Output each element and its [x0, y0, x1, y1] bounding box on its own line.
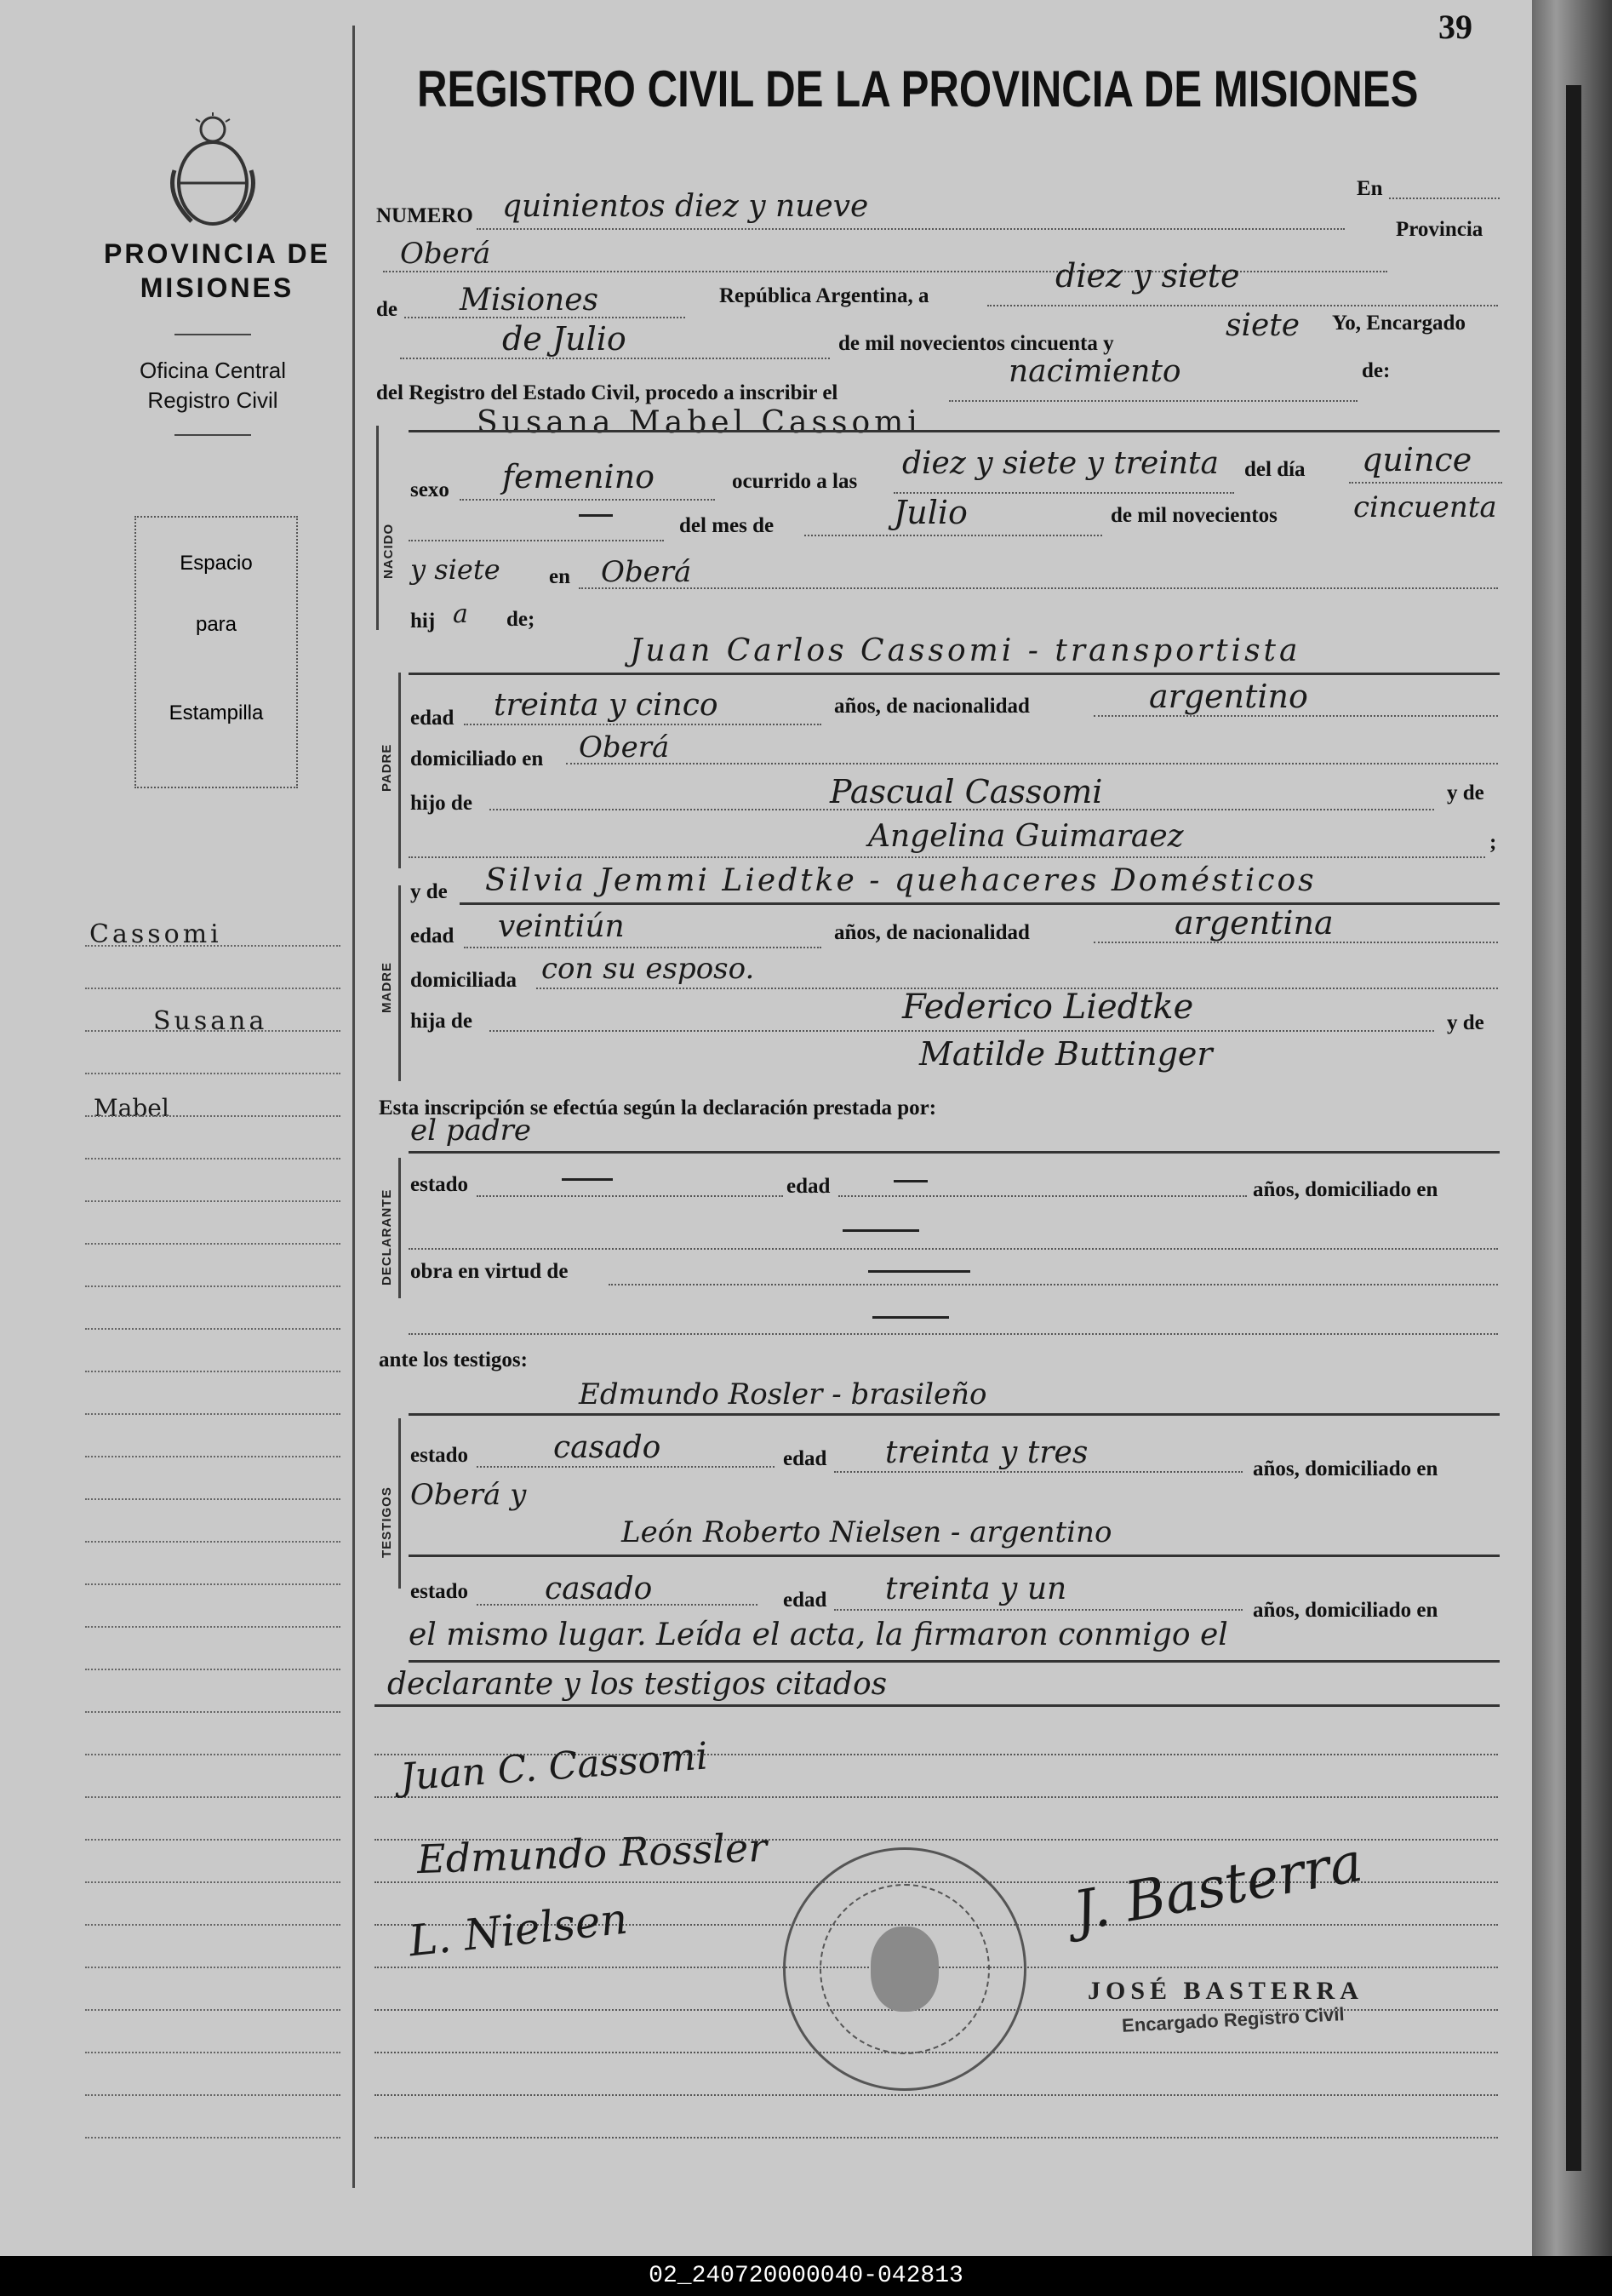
index-first-name: Susana: [153, 1006, 268, 1036]
value-abuelo-m: Federico Liedtke: [902, 988, 1194, 1027]
label-edad-dec: edad: [786, 1175, 831, 1198]
section-bracket: [398, 1158, 401, 1298]
index-rule: [85, 1924, 340, 1926]
separator: [174, 434, 251, 436]
value-t1-estado: casado: [553, 1430, 661, 1465]
signature-rule: [374, 1796, 1498, 1798]
closing-rule: [409, 1660, 1500, 1663]
value-t2-estado: casado: [545, 1572, 653, 1606]
official-name: JOSÉ BASTERRA: [1088, 1977, 1363, 2005]
label-testigos: ante los testigos:: [379, 1348, 528, 1371]
separator: [174, 334, 251, 335]
value-cierre-2: declarante y los testigos citados: [387, 1667, 888, 1702]
value-declarante: el padre: [410, 1114, 531, 1148]
index-rule: [85, 1711, 340, 1713]
stamp-box-line-1: Espacio: [180, 552, 253, 575]
label-t1-anos-dom: años, domiciliado en: [1253, 1457, 1438, 1480]
index-rule: [85, 1541, 340, 1543]
label-hijo-de: hijo de: [410, 792, 472, 815]
label-de-semi: de;: [506, 608, 535, 631]
index-rule: [85, 1583, 340, 1585]
label-de-colon: de:: [1362, 359, 1391, 382]
label-y-de-m: y de: [1447, 1011, 1484, 1034]
value-fecha-mes: de Julio: [502, 320, 626, 358]
label-y-de: y de: [1447, 782, 1484, 804]
line: [477, 1466, 775, 1468]
value-padre-dom: Oberá: [579, 730, 670, 764]
line: [1094, 715, 1498, 717]
index-rule: [85, 1669, 340, 1670]
line: [949, 400, 1358, 402]
line: [566, 763, 1498, 764]
line: [409, 856, 1485, 858]
label-provincia: Provincia: [1396, 218, 1483, 241]
index-rule: [85, 1796, 340, 1798]
index-rule: [85, 1115, 340, 1117]
line: [409, 540, 664, 541]
line: [409, 1333, 1498, 1335]
value-abuela-m: Matilde Buttinger: [919, 1035, 1213, 1073]
value-abuela-p: Angelina Guimaraez: [868, 819, 1184, 854]
office-line-2: Registro Civil: [147, 387, 278, 413]
value-acto: nacimiento: [1009, 354, 1181, 389]
signature-official: J. Basterra: [1069, 1830, 1368, 1944]
value-madre-edad: veintiún: [498, 909, 625, 944]
index-rule: [85, 2052, 340, 2053]
dash-mark: [843, 1229, 919, 1232]
value-provincia: Misiones: [460, 283, 599, 318]
coat-of-arms-icon: [166, 111, 260, 230]
footer-id: 02_240720000040-042813: [0, 2256, 1612, 2296]
label-t2-estado: estado: [410, 1580, 469, 1603]
line: [834, 1471, 1243, 1473]
testigo-rule: [409, 1555, 1500, 1557]
index-rule: [85, 1371, 340, 1372]
line: [489, 809, 1434, 810]
line: [460, 499, 715, 501]
value-fecha-dia: diez y siete: [1055, 257, 1240, 295]
book-spine: [1532, 0, 1612, 2256]
value-cierre-1: el mismo lugar. Leída el acta, la firmaron conmigo el: [409, 1618, 1228, 1652]
value-hij-letter: a: [453, 599, 468, 629]
index-rule: [85, 1200, 340, 1202]
signature-witness-2: L. Nielsen: [406, 1893, 631, 1967]
index-middle-name: Mabel: [94, 1094, 169, 1122]
value-dia: quince: [1362, 441, 1472, 478]
dash-mark: [562, 1178, 613, 1181]
value-padre-edad: treinta y cinco: [494, 688, 718, 723]
index-rule: [85, 1158, 340, 1159]
line: [464, 724, 821, 725]
value-padre-nac: argentino: [1149, 678, 1308, 715]
value-t1-edad: treinta y tres: [885, 1435, 1089, 1470]
document-title: REGISTRO CIVIL DE LA PROVINCIA DE MISIONES: [417, 60, 1419, 117]
section-label-madre: MADRE: [380, 962, 394, 1013]
semicolon: ;: [1489, 831, 1497, 854]
index-rule: [85, 988, 340, 989]
stamp-box: [134, 516, 298, 788]
value-hora: diez y siete y treinta: [902, 446, 1219, 481]
label-hija-de: hija de: [410, 1010, 472, 1033]
label-declaracion: Esta inscripción se efectúa según la declaración prestada por:: [379, 1096, 937, 1119]
name-rule: [409, 430, 1500, 432]
value-t2-edad: treinta y un: [885, 1572, 1067, 1606]
label-madre-dom: domiciliada: [410, 969, 517, 992]
value-madre-dom: con su esposo.: [541, 952, 755, 986]
value-abuelo-p: Pascual Cassomi: [830, 773, 1103, 810]
label-del-mes: del mes de: [679, 514, 775, 537]
signature-father: Juan C. Cassomi: [398, 1734, 710, 1800]
line: [804, 535, 1102, 536]
label-de: de: [376, 298, 397, 321]
label-del-dia: del día: [1244, 458, 1306, 481]
label-ocurrido: ocurrido a las: [732, 470, 858, 493]
index-rule: [85, 1754, 340, 1755]
label-yo-encargado: Yo, Encargado: [1332, 312, 1466, 335]
label-padre-dom: domiciliado en: [410, 747, 544, 770]
index-rule: [85, 1881, 340, 1883]
value-testigo-2: León Roberto Nielsen - argentino: [621, 1515, 1112, 1549]
official-seal-icon: [783, 1847, 1026, 2091]
line: [409, 1248, 1498, 1250]
value-anio-nac-2: y siete: [410, 553, 500, 586]
index-rule: [85, 1328, 340, 1330]
dash-mark: [894, 1180, 928, 1182]
line: [400, 358, 830, 359]
column-divider: [352, 26, 355, 2188]
section-label-padre: PADRE: [380, 743, 394, 792]
value-mes: Julio: [894, 494, 968, 531]
label-en-lugar: en: [549, 565, 570, 588]
index-rule: [85, 2009, 340, 2011]
line: [477, 1604, 757, 1606]
label-y-de-madre: y de: [410, 880, 448, 903]
madre-rule: [460, 902, 1500, 905]
closing-rule: [374, 1704, 1500, 1707]
index-surname: Cassomi: [89, 919, 222, 949]
value-anio: siete: [1226, 308, 1300, 343]
value-lugar-nac: Oberá: [601, 555, 692, 589]
stamp-box-line-2: para: [195, 613, 237, 636]
index-rule: [85, 1413, 340, 1415]
value-testigo-1: Edmundo Rosler - brasileño: [579, 1377, 987, 1411]
value-madre: Silvia Jemmi Liedtke - quehaceres Domésticos: [485, 863, 1317, 898]
label-madre-edad: edad: [410, 925, 454, 948]
line: [477, 1195, 783, 1197]
label-sexo: sexo: [410, 478, 449, 501]
index-rule: [85, 1967, 340, 1968]
dash-mark: [872, 1316, 949, 1319]
section-bracket: [398, 1418, 401, 1589]
label-en: En: [1357, 177, 1383, 200]
value-sexo: femenino: [502, 458, 655, 495]
value-anio-nac: cincuenta: [1353, 490, 1497, 524]
line: [1349, 482, 1502, 484]
value-padre: Juan Carlos Cassomi - transportista: [630, 633, 1301, 668]
label-mil-2: de mil novecientos: [1111, 504, 1278, 527]
signature-witness-1: Edmundo Rossler: [416, 1824, 768, 1883]
dash-mark: [868, 1270, 970, 1273]
index-rule: [85, 945, 340, 947]
label-t2-edad: edad: [783, 1589, 827, 1612]
seal-emblem: [871, 1927, 939, 2012]
line: [609, 1284, 1498, 1285]
value-numero: quinientos diez y nueve: [502, 189, 869, 224]
line: [987, 305, 1498, 306]
label-del-registro: del Registro del Estado Civil, procedo a inscribir el: [376, 381, 838, 404]
signature-rule: [374, 2137, 1498, 2139]
value-t1-dom: Oberá y: [410, 1478, 527, 1512]
signature-rule: [374, 2094, 1498, 2096]
stamp-box-line-3: Estampilla: [169, 701, 264, 724]
label-republica: República Argentina, a: [719, 284, 929, 307]
label-anos-dom: años, domiciliado en: [1253, 1178, 1438, 1201]
line: [489, 1030, 1434, 1032]
value-madre-nac: argentina: [1175, 904, 1334, 942]
testigo-rule: [409, 1413, 1500, 1416]
index-rule: [85, 1030, 340, 1032]
label-t2-anos-dom: años, domiciliado en: [1253, 1599, 1438, 1622]
dash-mark: [579, 514, 613, 517]
padre-rule: [409, 673, 1500, 675]
label-hij: hij: [410, 610, 436, 633]
province-name: PROVINCIA DE MISIONES: [104, 238, 330, 303]
line: [838, 1195, 1247, 1197]
declarante-rule: [409, 1151, 1500, 1154]
section-bracket: [376, 426, 379, 630]
page-number: 39: [1438, 8, 1472, 46]
section-bracket: [398, 673, 401, 868]
index-rule: [85, 1456, 340, 1457]
index-rule: [85, 1243, 340, 1245]
label-numero: NUMERO: [376, 204, 473, 227]
index-rule: [85, 2137, 340, 2139]
line: [404, 317, 685, 318]
label-t1-estado: estado: [410, 1444, 469, 1467]
line: [477, 228, 1345, 230]
index-rule: [85, 1285, 340, 1287]
label-mil-1: de mil novecientos cincuenta y: [838, 332, 1114, 355]
label-padre-nac: años, de nacionalidad: [834, 695, 1030, 718]
index-rule: [85, 1626, 340, 1628]
section-label-testigos: TESTIGOS: [380, 1486, 394, 1558]
line: [834, 1609, 1243, 1611]
label-t1-edad: edad: [783, 1447, 827, 1470]
line: [1094, 942, 1498, 943]
label-madre-nac: años, de nacionalidad: [834, 921, 1030, 944]
label-obra: obra en virtud de: [410, 1260, 569, 1283]
section-label-nacido: NACIDO: [381, 523, 396, 579]
value-lugar: Oberá: [400, 237, 491, 271]
index-rule: [85, 1498, 340, 1500]
label-estado: estado: [410, 1173, 469, 1196]
section-label-declarante: DECLARANTE: [380, 1188, 394, 1285]
section-bracket: [398, 885, 401, 1081]
label-padre-edad: edad: [410, 707, 454, 730]
official-role: Encargado Registro Civil: [1121, 2003, 1346, 2036]
office-line-1: Oficina Central: [140, 358, 286, 383]
index-rule: [85, 2094, 340, 2096]
line: [464, 947, 821, 948]
value-nombre: Susana Mabel Cassomi: [477, 405, 922, 440]
index-rule: [85, 1839, 340, 1841]
line: [1389, 198, 1500, 199]
line: [579, 587, 1498, 589]
index-rule: [85, 1073, 340, 1074]
